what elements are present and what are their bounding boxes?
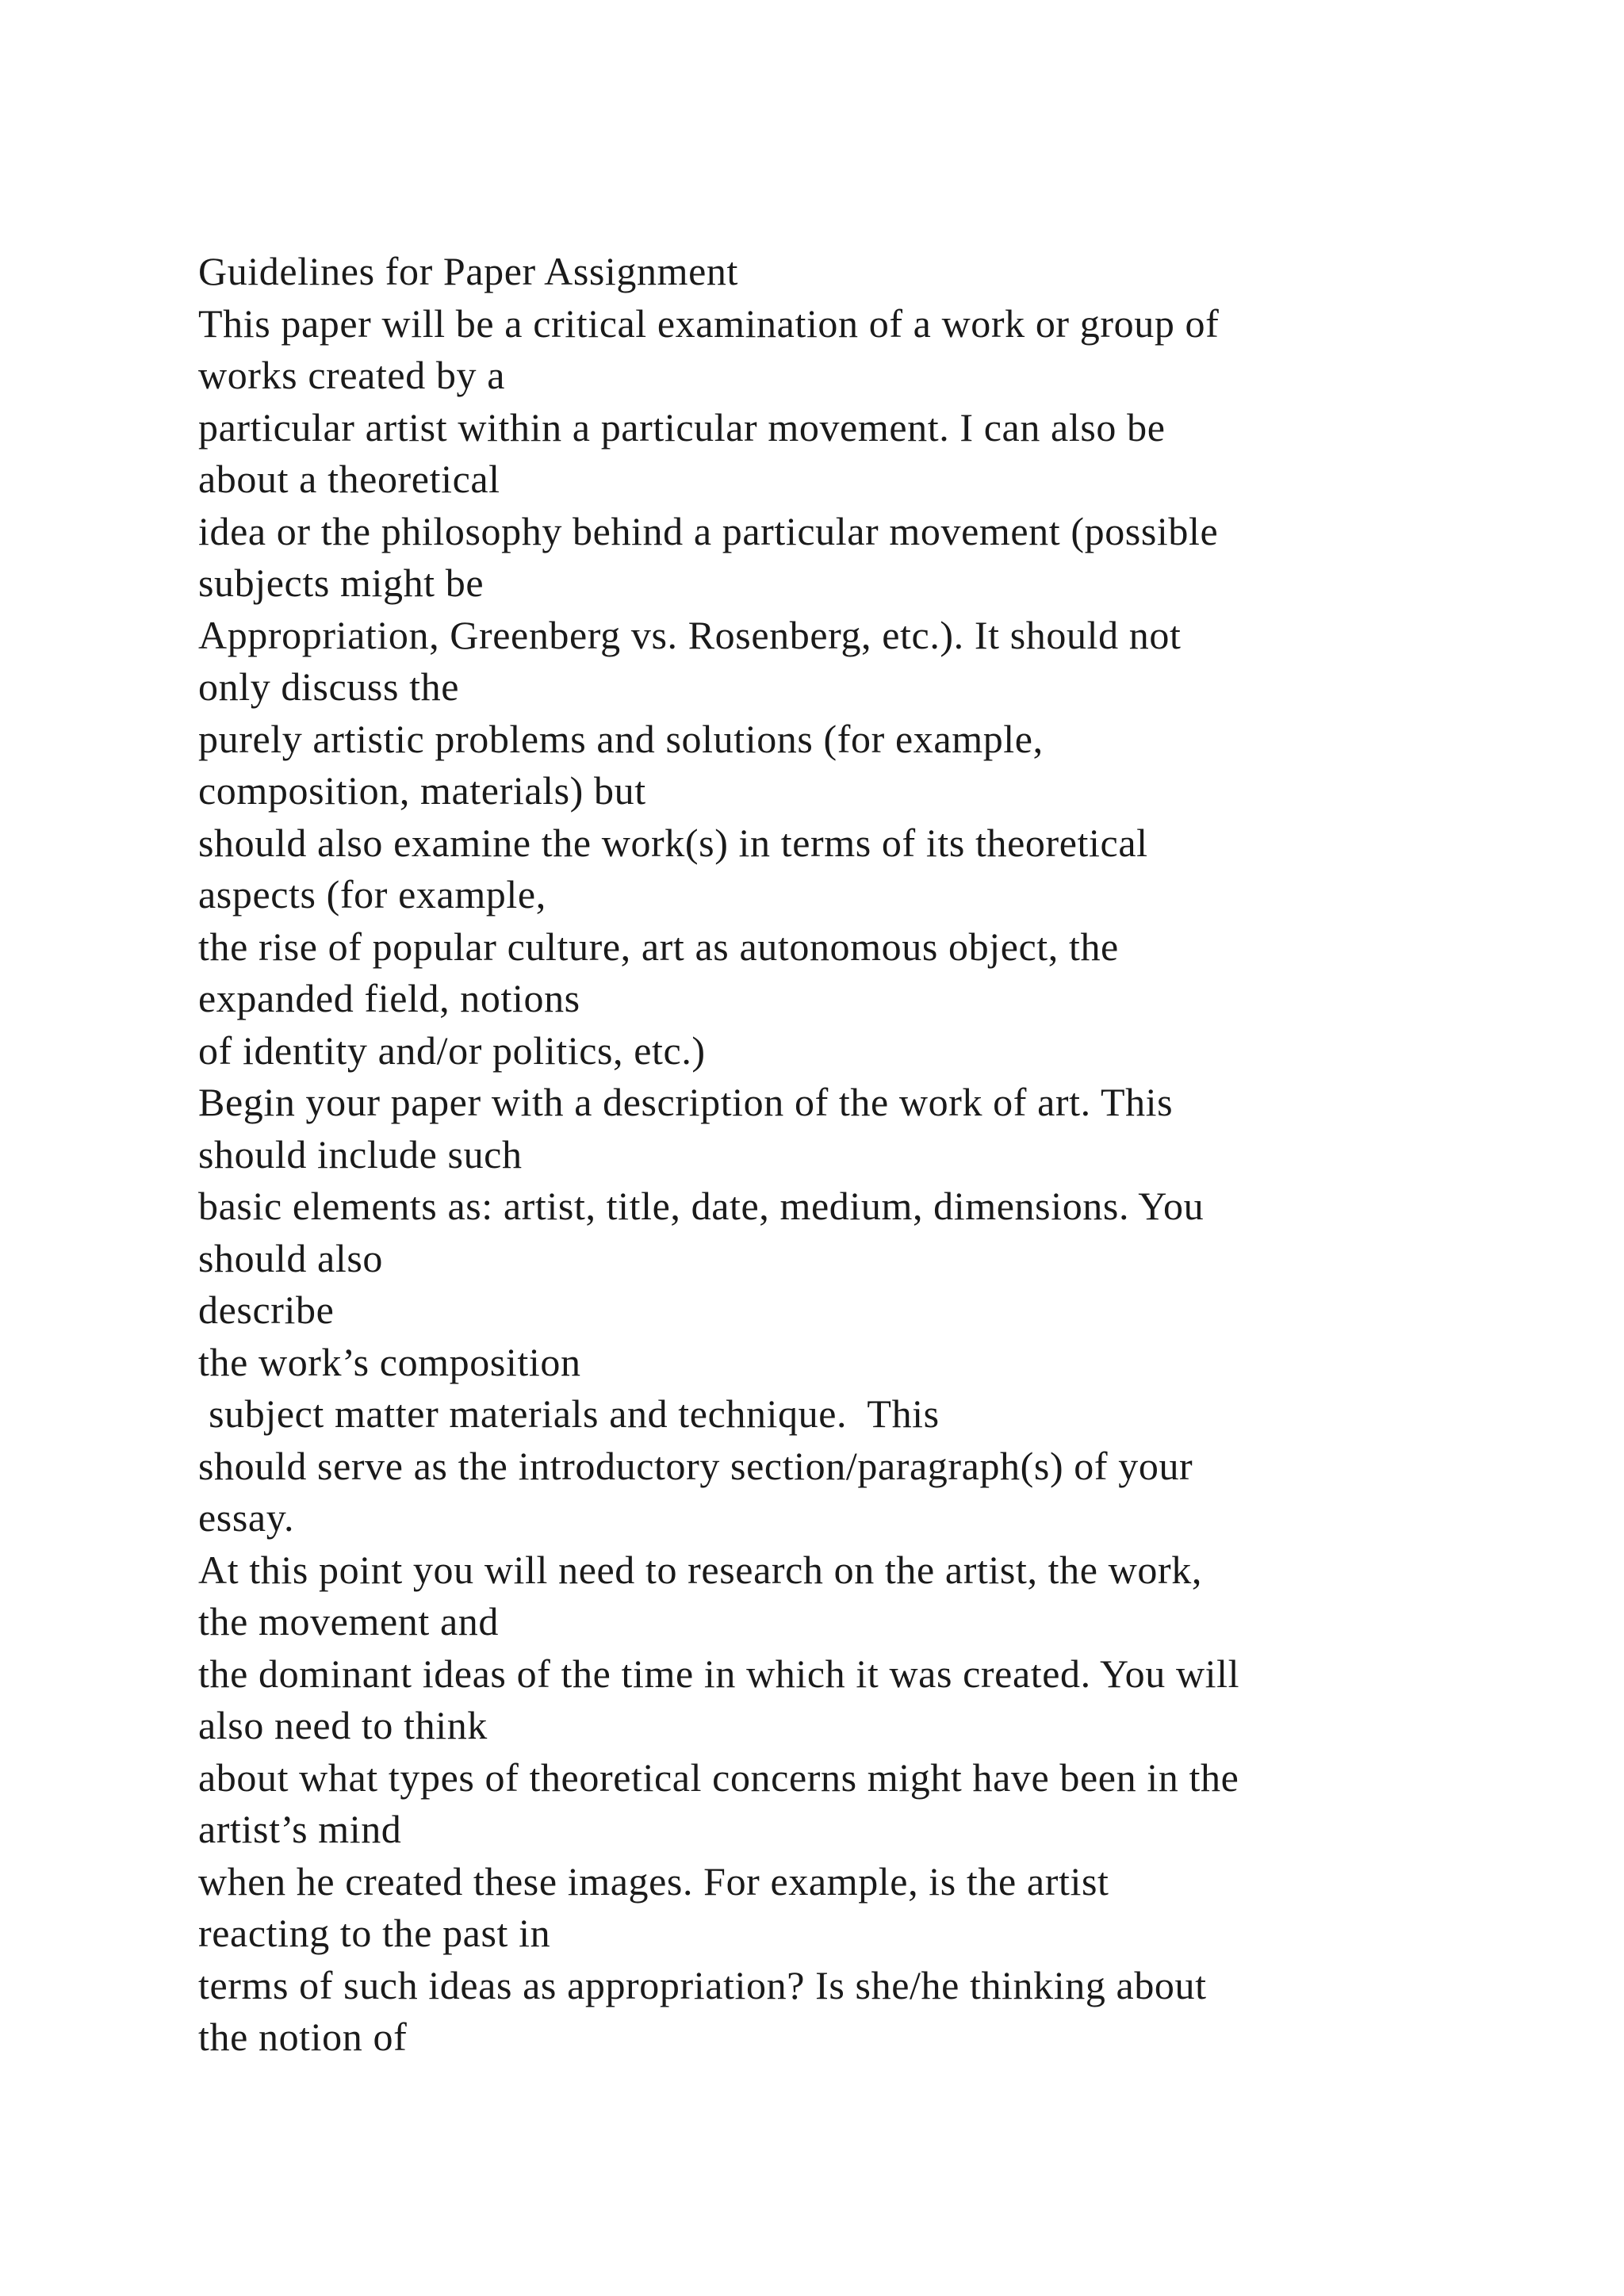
text-line: should include such [198,1131,523,1177]
document-body [198,246,1467,2064]
text-line: the rise of popular culture, art as autonomous object, the [198,924,1119,969]
text-line: should also [198,1235,383,1280]
text-line: only discuss the [198,664,460,709]
text-line: terms of such ideas as appropriation? Is she/he thinking about [198,1962,1207,2007]
text-line: subject matter materials and technique. This [198,1391,940,1436]
text-line: At this point you will need to research on the artist, the work, [198,1547,1202,1592]
text-line: basic elements as: artist, title, date, medium, dimensions. You [198,1184,1205,1228]
text-line: Appropriation, Greenberg vs. Rosenberg, etc.). It should not [198,612,1182,657]
text-line: also need to think [198,1703,488,1747]
text-line: the notion of [198,2015,408,2059]
text-line: idea or the philosophy behind a particular movement (possible [198,508,1219,553]
text-line: about a theoretical [198,457,500,501]
text-line: of identity and/or politics, etc.) [198,1027,706,1073]
text-line: Begin your paper with a description of the work of art. This [198,1080,1174,1124]
text-line: when he created these images. For example, is the artist [198,1858,1109,1904]
text-line: subjects might be [198,561,485,605]
text-line: should serve as the introductory section/paragraph(s) of your [198,1443,1193,1488]
text-line: artist’s mind [198,1807,402,1851]
text-line: works created by a [198,353,506,397]
text-line: essay. [198,1495,295,1540]
text-line: reacting to the past in [198,1911,551,1955]
document-title: Guidelines for Paper Assignment [198,249,739,293]
text-line: aspects (for example, [198,872,546,916]
text-line: expanded field, notions [198,976,580,1020]
text-line: particular artist within a particular movement. I can also be [198,404,1166,450]
text-line: the dominant ideas of the time in which it was created. You will [198,1651,1240,1696]
text-line: purely artistic problems and solutions (for example, [198,716,1044,761]
text-line: This paper will be a critical examination of a work or group of [198,300,1220,346]
text-line: describe [198,1288,335,1332]
text-line: the movement and [198,1599,499,1644]
text-line: composition, materials) but [198,768,646,813]
text-line: should also examine the work(s) in terms of its theoretical [198,820,1148,865]
text-line: about what types of theoretical concerns might have been in the [198,1755,1239,1800]
text-line: the work’s composition [198,1339,581,1384]
